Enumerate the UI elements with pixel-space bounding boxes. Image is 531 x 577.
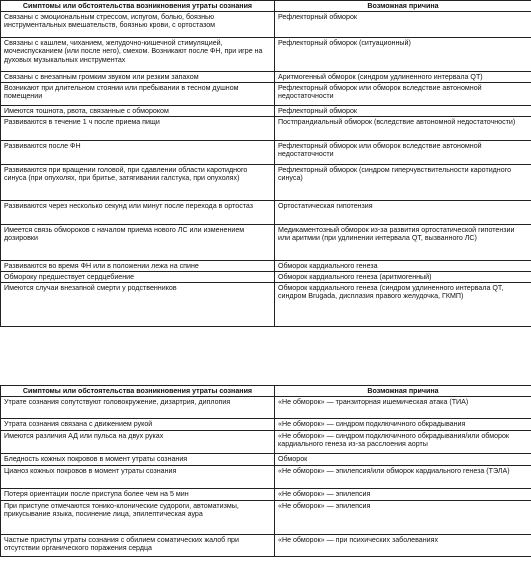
symptom-cell: Обмороку предшествует сердцебиение: [1, 272, 275, 283]
cause-cell: «Не обморок» — синдром подключичного обкрадывания/или обморок кардиального генеза из-за расслоения аорты: [275, 431, 531, 454]
cause-cell: Рефлекторный обморок или обморок вследствие автономной недостаточности: [275, 83, 531, 106]
cause-cell: Постпрандиальный обморок (вследствие автономной недостаточности): [275, 117, 531, 141]
symptom-cell: Развиваются после ФН: [1, 141, 275, 165]
column-header-cause: Возможная причина: [275, 386, 531, 397]
symptom-cell: Утрата сознания связана с движением рукой: [1, 419, 275, 431]
table-row: [1, 201, 531, 225]
symptom-cell: Потеря ориентации после приступа более чем на 5 мин: [1, 489, 275, 501]
table-header-row: [1, 1, 531, 12]
cause-cell: Обморок кардиального генеза (синдром удлиненного интервала QT, синдром Brugada, дисплазия правого желудочка, ГКМП): [275, 283, 531, 327]
table-row: [1, 489, 531, 501]
cause-cell: Обморок: [275, 454, 531, 466]
cause-cell: Рефлекторный обморок: [275, 12, 531, 38]
causes-table-2: [0, 385, 531, 557]
cause-cell: Рефлекторный обморок (ситуационный): [275, 38, 531, 72]
table-row: [1, 225, 531, 261]
table-row: [1, 419, 531, 431]
symptom-cell: Развиваются в течение 1 ч после приема пищи: [1, 117, 275, 141]
cause-cell: Рефлекторный обморок: [275, 106, 531, 117]
table-row: [1, 272, 531, 283]
table-row: [1, 431, 531, 454]
symptom-cell: Связаны с внезапным громким звуком или резким запахом: [1, 72, 275, 83]
symptom-cell: Развиваются во время ФН или в положении лежа на спине: [1, 261, 275, 272]
symptom-cell: Связаны с эмоциональным стрессом, испугом, болью, боязнью инструментальных вмешательств, боязнью крови, с ортостазом: [1, 12, 275, 38]
table-row: [1, 72, 531, 83]
table-row: [1, 106, 531, 117]
symptom-cell: Развиваются через несколько секунд или минут после перехода в ортостаз: [1, 201, 275, 225]
table-row: [1, 397, 531, 419]
table-row: [1, 165, 531, 201]
table-row: [1, 454, 531, 466]
symptom-cell: Имеются тошнота, рвота, связанные с обмороком: [1, 106, 275, 117]
column-header-symptoms: Симптомы или обстоятельства возникновения утраты сознания: [1, 1, 275, 12]
column-header-cause: Возможная причина: [275, 1, 531, 12]
cause-cell: Медикаментозный обморок из-за развития ортостатической гипотензии или аритмии (при удлинении интервала QT, вызванного ЛС): [275, 225, 531, 261]
cause-cell: «Не обморок» — эпилепсия: [275, 489, 531, 501]
cause-cell: «Не обморок» — эпилепсия/или обморок кардиального генеза (ТЭЛА): [275, 466, 531, 489]
table-row: [1, 466, 531, 489]
table-row: [1, 261, 531, 272]
table-row: [1, 12, 531, 38]
symptom-cell: Имеются случаи внезапной смерти у родственников: [1, 283, 275, 327]
table-row: [1, 117, 531, 141]
cause-cell: Обморок кардиального генеза: [275, 261, 531, 272]
cause-cell: Аритмогенный обморок (синдром удлиненного интервала QT): [275, 72, 531, 83]
symptom-cell: Частые приступы утраты сознания с обилием соматических жалоб при отсутствии органического поражения сердца: [1, 535, 275, 557]
symptom-cell: Имеется связь обмороков с началом приема нового ЛС или изменением дозировки: [1, 225, 275, 261]
table-row: [1, 83, 531, 106]
table-row: [1, 283, 531, 327]
symptom-cell: Связаны с кашлем, чиханием, желудочно-кишечной стимуляцией, мочеиспусканием (или после него), смехом. Возникают после ФН, при игре на духовых музыкальных инструментах: [1, 38, 275, 72]
cause-cell: «Не обморок» — синдром подключичного обкрадывания: [275, 419, 531, 431]
symptom-cell: Цианоз кожных покровов в момент утраты сознания: [1, 466, 275, 489]
cause-cell: Рефлекторный обморок или обморок вследствие автономной недостаточности: [275, 141, 531, 165]
table-row: [1, 141, 531, 165]
column-header-symptoms: Симптомы или обстоятельства возникновения утраты сознания: [1, 386, 275, 397]
symptom-cell: Имеются различия АД или пульса на двух руках: [1, 431, 275, 454]
symptom-cell: Бледность кожных покровов в момент утраты сознания: [1, 454, 275, 466]
cause-cell: «Не обморок» — транзиторная ишемическая атака (ТИА): [275, 397, 531, 419]
symptom-cell: Развиваются при вращении головой, при сдавлении области каротидного синуса (при опухолях, при бритье, затягивании галстука, при опухолях): [1, 165, 275, 201]
symptom-cell: При приступе отмечаются тонико-клонические судороги, автоматизмы, прикусывание языка, посинение лица, эпилептическая аура: [1, 501, 275, 535]
cause-cell: «Не обморок» — эпилепсия: [275, 501, 531, 535]
symptom-cell: Утрате сознания сопутствуют головокружение, дизартрия, диплопия: [1, 397, 275, 419]
cause-cell: «Не обморок» — при психических заболеваниях: [275, 535, 531, 557]
table-header-row: [1, 386, 531, 397]
cause-cell: Ортостатическая гипотензия: [275, 201, 531, 225]
symptom-cell: Возникают при длительном стоянии или пребывании в тесном душном помещении: [1, 83, 275, 106]
cause-cell: Рефлекторный обморок (синдром гиперчувствительности каротидного синуса): [275, 165, 531, 201]
table-row: [1, 535, 531, 557]
table-row: [1, 501, 531, 535]
table-row: [1, 38, 531, 72]
cause-cell: Обморок кардиального генеза (аритмогенный): [275, 272, 531, 283]
